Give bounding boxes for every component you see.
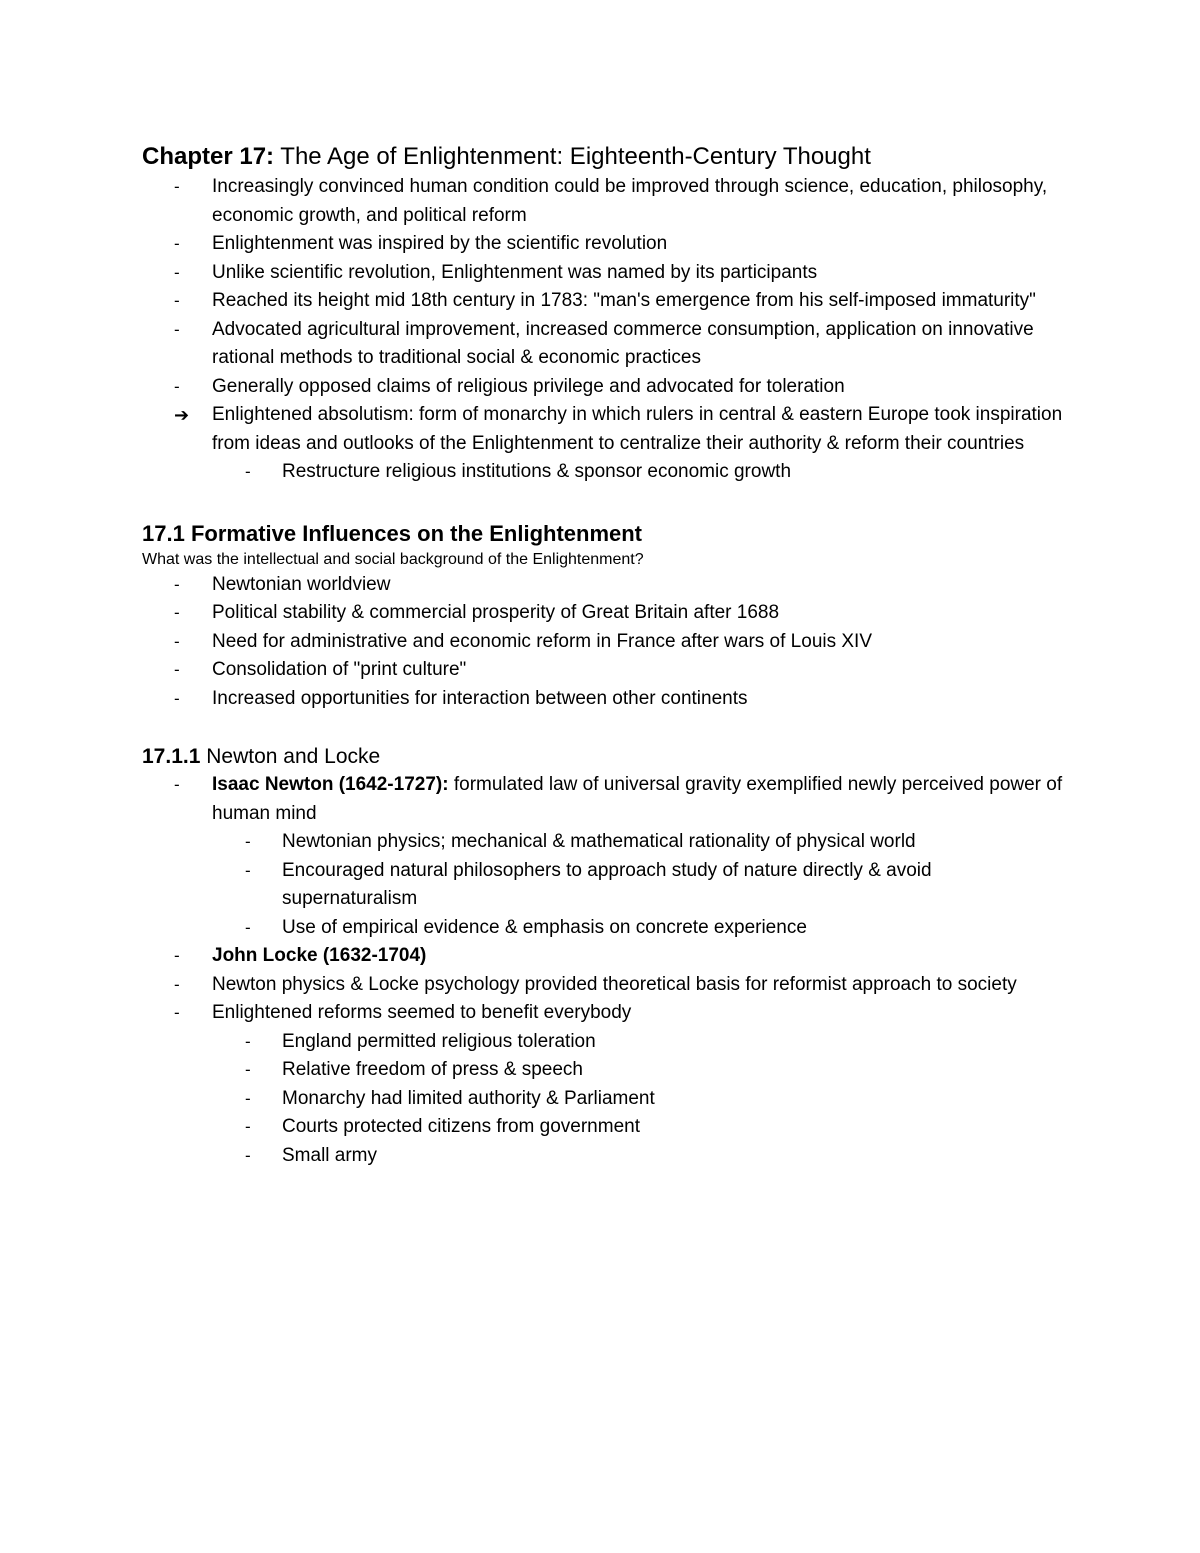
list-item xyxy=(142,999,1072,1170)
bullet-text: Enlightened reforms seemed to benefit everybody xyxy=(212,1002,632,1023)
sub-bullet-list xyxy=(142,458,1072,487)
dash-marker: - xyxy=(174,631,180,651)
list-item xyxy=(142,628,1072,657)
person-name: John Locke (1632-1704) xyxy=(212,945,427,966)
list-item xyxy=(142,287,1072,316)
list-item xyxy=(142,316,1072,373)
list-item xyxy=(142,599,1072,628)
bullet-text: Increased opportunities for interaction between other continents xyxy=(212,687,748,709)
dash-marker: - xyxy=(174,688,180,708)
dash-marker: - xyxy=(174,177,180,196)
bullet-text: Need for administrative and economic reform in France after wars of Louis XIV xyxy=(212,630,873,652)
list-item xyxy=(142,685,1072,714)
dash-marker: - xyxy=(245,462,251,481)
section-title: Formative Influences on the Enlightenment xyxy=(190,520,643,546)
dash-marker: - xyxy=(174,974,180,994)
arrow-icon: ➔ xyxy=(174,405,190,425)
list-item xyxy=(142,857,1072,914)
dash-marker: - xyxy=(174,291,180,310)
section-number: 17.1 xyxy=(142,520,185,546)
bullet-text: Enlightenment was inspired by the scientific revolution xyxy=(212,233,668,254)
dash-marker: - xyxy=(245,917,251,937)
bullet-text: Generally opposed claims of religious privilege and advocated for toleration xyxy=(212,375,845,397)
list-item-arrow xyxy=(142,401,1072,487)
dash-marker: - xyxy=(174,603,180,622)
bullet-text: formulated law of universal gravity exemplified newly perceived power of human mind xyxy=(212,774,1063,824)
bullet-text: Newtonian worldview xyxy=(212,573,391,595)
bullet-text: Use of empirical evidence & emphasis on concrete experience xyxy=(282,916,807,938)
list-item xyxy=(142,1113,1072,1142)
dash-marker: - xyxy=(174,262,180,282)
list-item xyxy=(142,1142,1072,1171)
bullet-text: Small army xyxy=(282,1144,378,1166)
dash-marker: - xyxy=(245,832,251,851)
bullet-text: Increasingly convinced human condition could be improved through science, education, philosophy, economic growth, and political reform xyxy=(212,176,1048,226)
bullet-text: Encouraged natural philosophers to approach study of nature directly & avoid supernaturalism xyxy=(282,859,932,909)
list-item xyxy=(142,971,1072,1000)
dash-marker: - xyxy=(245,860,251,880)
dash-marker: - xyxy=(245,1060,251,1079)
bullet-text: Courts protected citizens from government xyxy=(282,1116,640,1137)
list-item xyxy=(142,173,1072,230)
list-item xyxy=(142,1056,1072,1085)
list-item xyxy=(142,656,1072,685)
list-item xyxy=(142,914,1072,943)
bullet-text: Reached its height mid 18th century in 1783: "man's emergence from his self-imposed immaturity" xyxy=(212,290,1036,311)
dash-marker: - xyxy=(174,319,180,339)
dash-marker: - xyxy=(174,376,180,396)
section-heading-17-1 xyxy=(142,519,1072,549)
document-page xyxy=(142,141,1072,1170)
bullet-text: Relative freedom of press & speech xyxy=(282,1059,583,1080)
dash-marker: - xyxy=(174,660,180,679)
list-item xyxy=(142,230,1072,259)
bullet-text: Advocated agricultural improvement, increased commerce consumption, application on innovative rational methods to traditional social & economic practices xyxy=(212,318,1034,368)
chapter-bullet-list xyxy=(142,173,1072,487)
dash-marker: - xyxy=(245,1145,251,1165)
dash-marker: - xyxy=(174,234,180,253)
dash-marker: - xyxy=(174,775,180,794)
bullet-text: Monarchy had limited authority & Parliament xyxy=(282,1087,655,1109)
list-item xyxy=(142,373,1072,402)
dash-marker: - xyxy=(174,1003,180,1022)
list-item xyxy=(142,828,1072,857)
list-item xyxy=(142,458,1072,487)
sub-bullet-list xyxy=(142,828,1072,942)
subsection-number: 17.1.1 xyxy=(142,745,201,768)
bullet-text: Unlike scientific revolution, Enlightenment was named by its participants xyxy=(212,261,818,283)
dash-marker: - xyxy=(245,1088,251,1108)
list-item-newton xyxy=(142,771,1072,942)
list-item xyxy=(142,1085,1072,1114)
section-bullet-list xyxy=(142,571,1072,714)
dash-marker: - xyxy=(245,1117,251,1136)
list-item xyxy=(142,1028,1072,1057)
bullet-text: Consolidation of "print culture" xyxy=(212,659,467,680)
chapter-heading xyxy=(142,141,1072,173)
dash-marker: - xyxy=(245,1031,251,1051)
bullet-text: Newton physics & Locke psychology provided theoretical basis for reformist approach to society xyxy=(212,973,1017,995)
subsection-bullet-list xyxy=(142,771,1072,1170)
bullet-text: Restructure religious institutions & sponsor economic growth xyxy=(282,461,792,482)
subsection-title: Newton and Locke xyxy=(206,745,381,768)
person-name: Isaac Newton (1642-1727): xyxy=(212,774,449,795)
bullet-text: Political stability & commercial prosperity of Great Britain after 1688 xyxy=(212,602,780,623)
dash-marker: - xyxy=(174,946,180,965)
bullet-text: Newtonian physics; mechanical & mathematical rationality of physical world xyxy=(282,831,916,852)
subsection-heading-17-1-1 xyxy=(142,742,1072,771)
list-item xyxy=(142,571,1072,600)
bullet-text: Enlightened absolutism: form of monarchy in which rulers in central & eastern Europe took inspiration from ideas and outlooks of the Enlightenment to centralize their authority & reform their countries xyxy=(212,404,1063,454)
list-item-locke xyxy=(142,942,1072,971)
bullet-text: England permitted religious toleration xyxy=(282,1030,596,1052)
chapter-label: Chapter 17: xyxy=(142,143,275,170)
list-item xyxy=(142,259,1072,288)
sub-bullet-list xyxy=(142,1028,1072,1171)
dash-marker: - xyxy=(174,574,180,594)
chapter-title: The Age of Enlightenment: Eighteenth-Century Thought xyxy=(280,143,871,170)
section-question: What was the intellectual and social background of the Enlightenment? xyxy=(142,550,644,568)
